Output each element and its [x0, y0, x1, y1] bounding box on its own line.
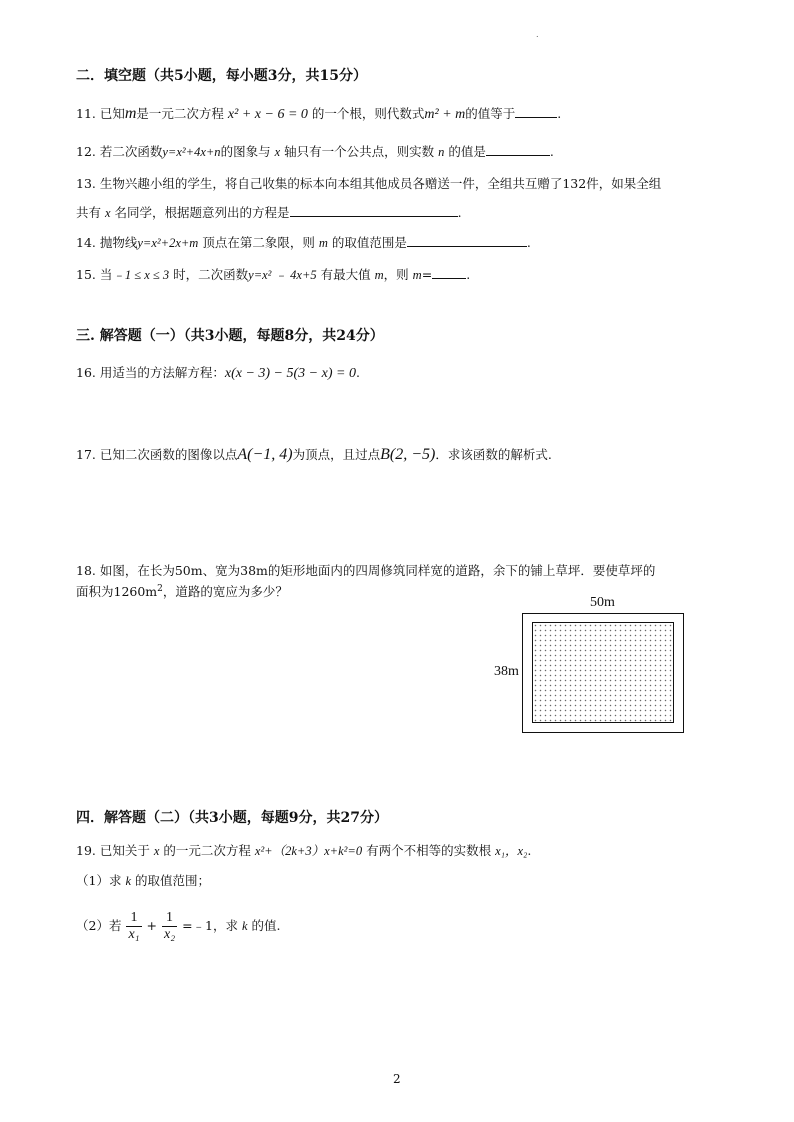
lawn-inner-rectangle [532, 622, 674, 723]
question-17: 17. 已知二次函数的图像以点A(−1, 4)为顶点，且过点B(2, −5)．求该函数的解析式. [76, 446, 552, 463]
question-18-line-2: 面积为$1260m^2$，道路的宽应为多少？ [76, 584, 288, 599]
fraction-1-over-x1: $\frac{1}{\text{x₁}}$ [128, 910, 140, 942]
question-13-line-2: 共有 x 名同学，根据题意列出的方程是 . [76, 205, 462, 220]
question-16: 16. 用适当的方法解方程：x(x − 3) − 5(3 − x) = 0. [76, 365, 360, 381]
question-19-part-2: （2）若 $\frac{1}{\text{x₁}}$ + $\frac{1}{\text{x₂}}$ =﹣1，求 k 的值. [76, 910, 281, 942]
figure-height-label: 38m [494, 664, 519, 679]
answer-blank-15 [432, 265, 466, 279]
section-4-heading: 四．解答题（二）（共3小题，每题9分，共27分） [76, 810, 388, 826]
question-14: 14. 抛物线y=x²+2x+m 顶点在第二象限，则 m 的取值范围是 . [76, 235, 531, 250]
question-19: 19. 已知关于 x 的一元二次方程 x²+（2k+3）x+k²=0 有两个不相等的实数根 x₁，x₂. [76, 843, 532, 858]
question-13-line-1: 13. 生物兴趣小组的学生，将自己收集的标本向本组其他成员各赠送一件，全组共互赠了132件，如果全组 [76, 176, 662, 191]
page-mark: . [536, 30, 539, 39]
section-3-heading: 三. 解答题（一）（共3小题，每题8分，共24分） [76, 328, 384, 344]
figure-width-label: 50m [590, 595, 615, 610]
answer-blank-13 [290, 203, 458, 217]
question-12: 12. 若二次函数y=x²+4x+n的图象与 x 轴只有一个公共点，则实数 n 的值是 . [76, 144, 554, 159]
question-19-part-1: （1）求 k 的取值范围； [76, 873, 210, 888]
question-18-line-1: 18. 如图，在长为50m、宽为38m的矩形地面内的四周修筑同样宽的道路，余下的铺上草坪．要使草坪的 [76, 563, 656, 578]
page-number: 2 [393, 1072, 401, 1086]
answer-blank-12 [486, 142, 550, 156]
answer-blank-14 [407, 233, 527, 247]
answer-blank-11 [515, 104, 557, 118]
section-2-heading: 二．填空题（共5小题，每小题3分，共15分） [76, 68, 367, 84]
question-15: 15. 当﹣1 ≤ x ≤ 3 时，二次函数y=x² ﹣ 4x+5 有最大值 m，则 m= . [76, 267, 471, 282]
question-11: 11. 已知m是一元二次方程 x² + x − 6 = 0 的一个根，则代数式m² + m的值等于 . [76, 105, 562, 122]
fraction-1-over-x2: $\frac{1}{\text{x₂}}$ [163, 910, 176, 942]
